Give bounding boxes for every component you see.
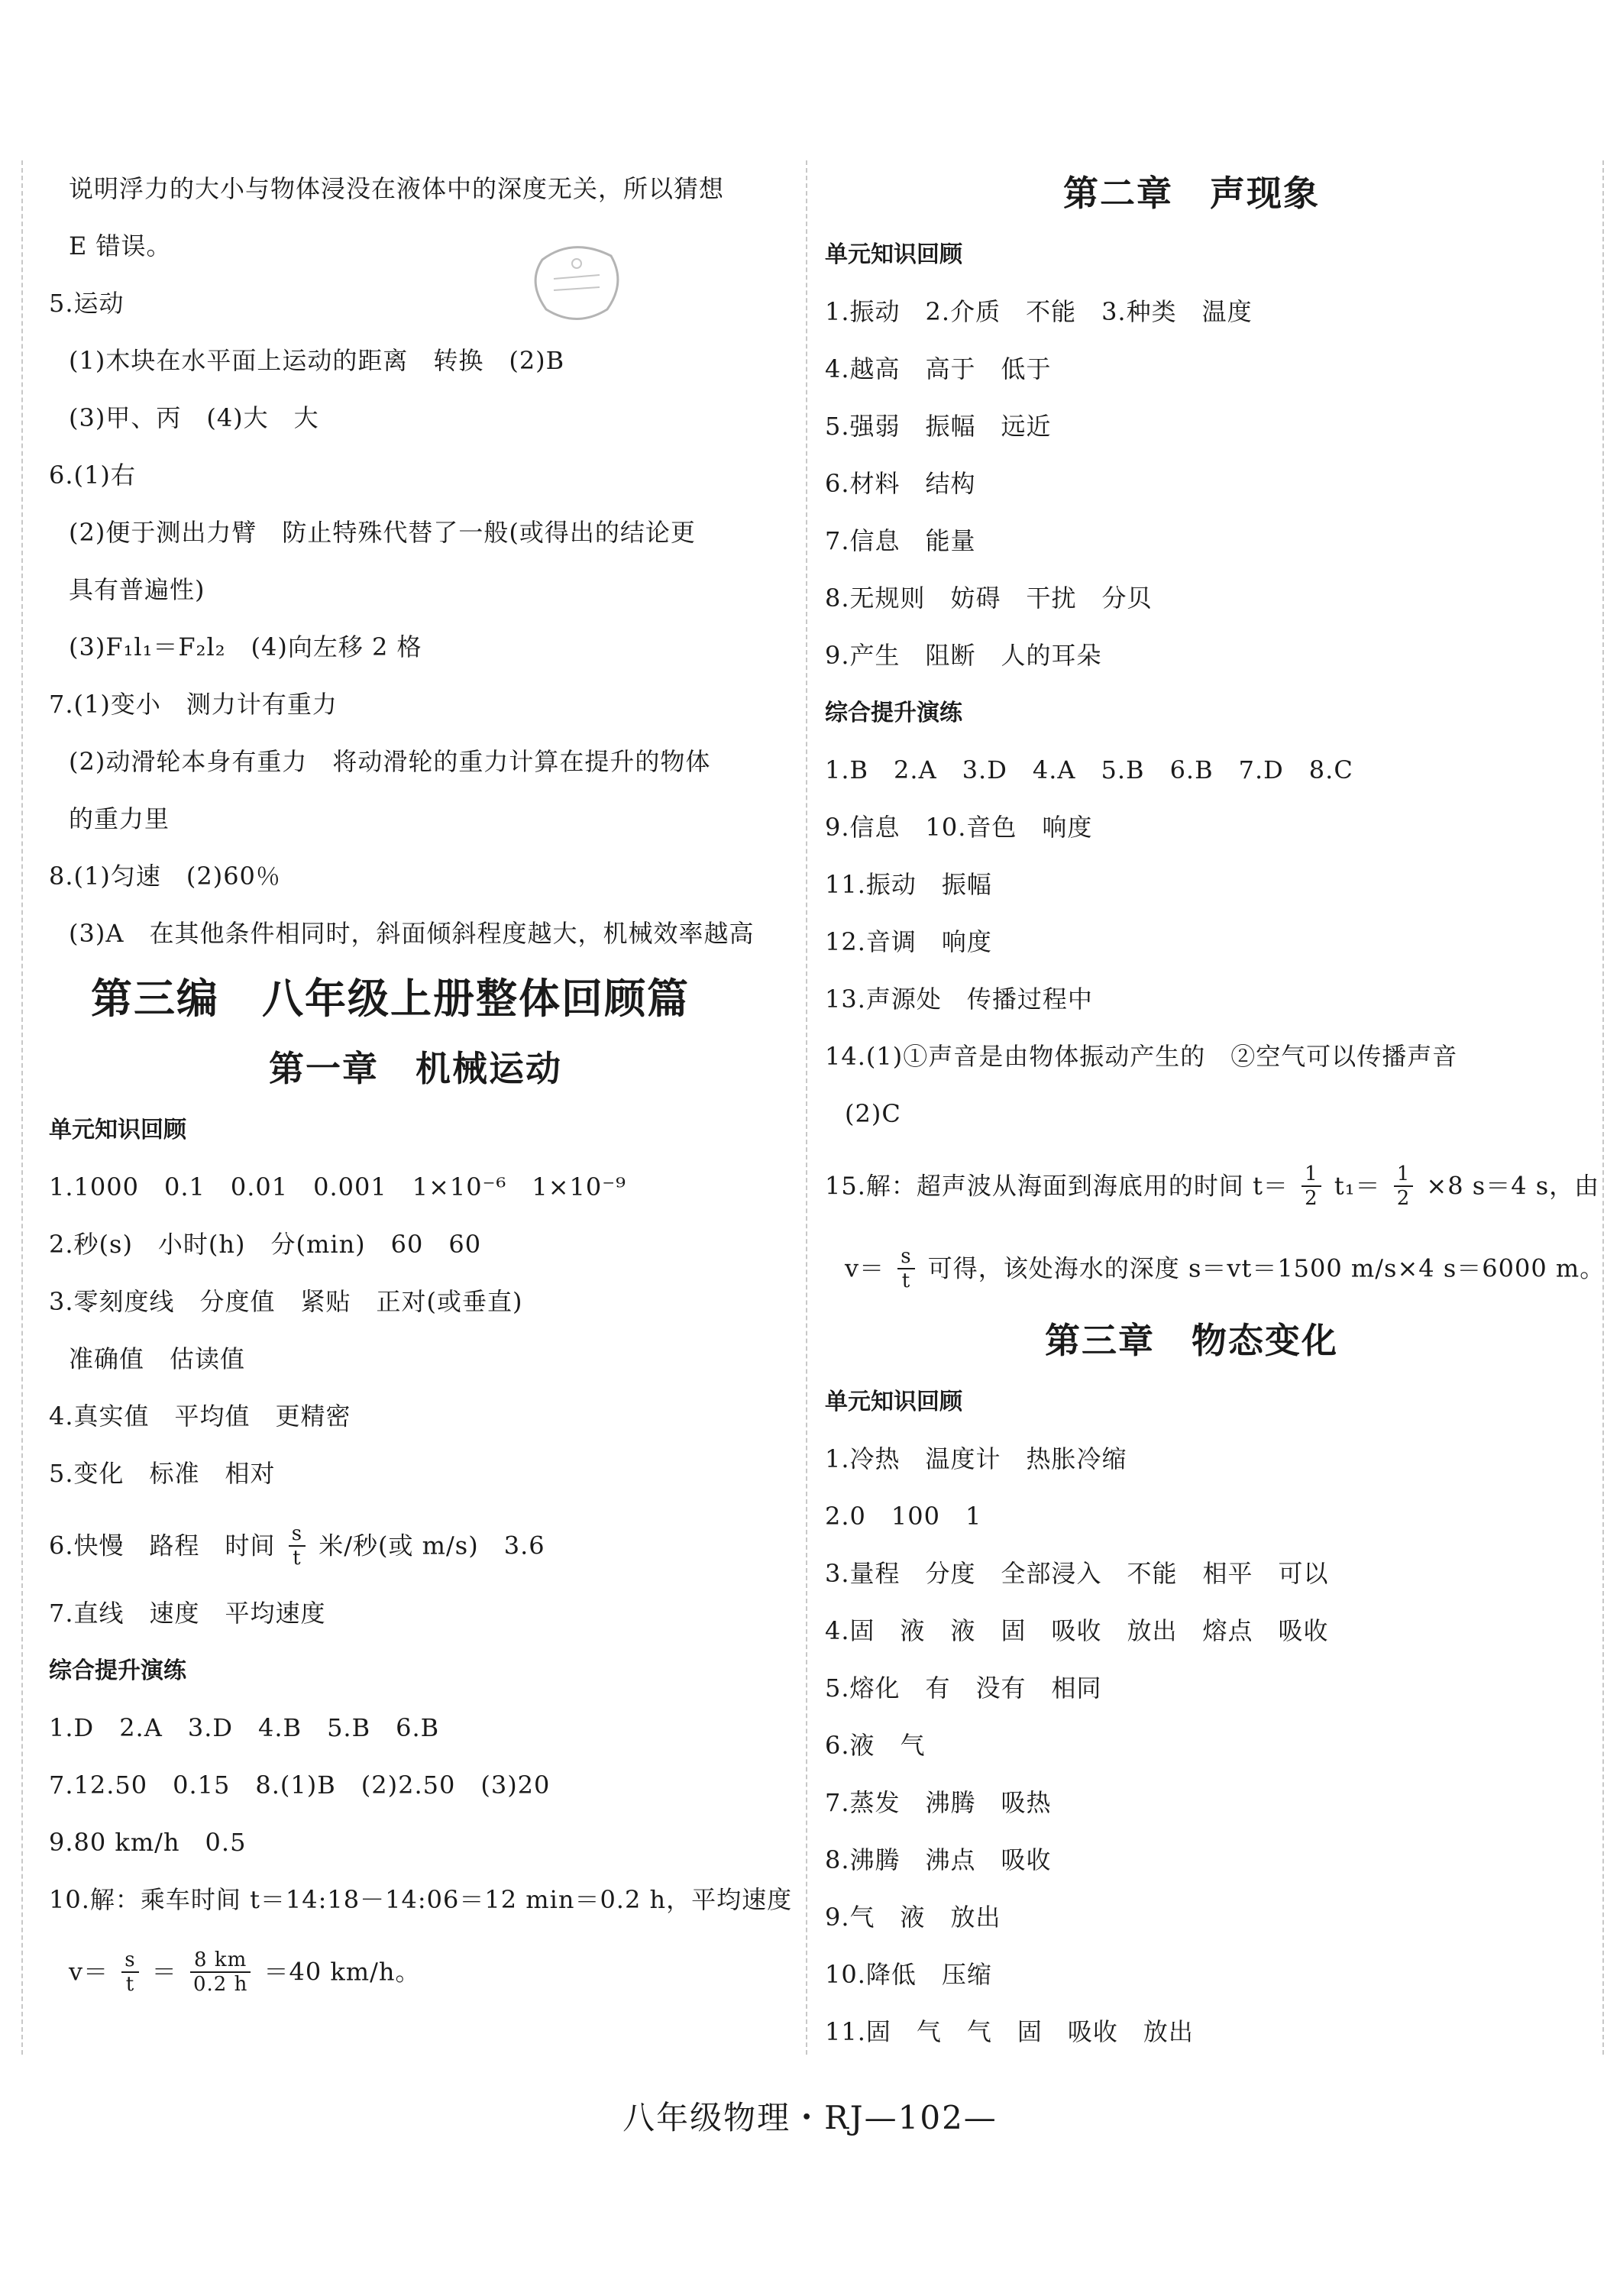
answer-line: 准确值 估读值 [69,1344,246,1373]
left-column [49,160,793,2011]
answer-line: (2)便于测出力臂 防止特殊代替了一般(或得出的结论更 [69,518,696,547]
answer-line: 4.真实值 平均值 更精密 [49,1402,351,1431]
chapter-title: 第二章 声现象 [1063,173,1320,214]
fraction-one-half: $\frac{1}{2}$ [1301,1163,1321,1210]
answer-line: 1.振动 2.介质 不能 3.种类 温度 [825,297,1253,326]
answer-line: 7.12.50 0.15 8.(1)B (2)2.50 (3)20 [49,1771,551,1800]
answer-line: 1.D 2.A 3.D 4.B 5.B 6.B [49,1713,440,1742]
fraction-s-over-t: $\frac{s}{t}$ [289,1522,306,1570]
answer-line: 10.降低 压缩 [825,1960,992,1989]
answer-line: 1.B 2.A 3.D 4.A 5.B 6.B 7.D 8.C [825,755,1353,784]
chapter-title: 第一章 机械运动 [269,1048,562,1089]
answer-line: 说明浮力的大小与物体浸没在液体中的深度无关，所以猜想 [69,174,725,203]
answer-line-fraction: v＝ $\frac{s}{t}$ ＝ $\frac{8 km}{0.2 h}$ ＝40 km/h。 [69,1948,421,1996]
answer-line: 13.声源处 传播过程中 [825,985,1093,1014]
answer-line: 8.沸腾 沸点 吸收 [825,1845,1052,1874]
answer-line: 12.音调 响度 [825,927,992,956]
section-heading: 综合提升演练 [49,1657,186,1684]
answer-line: 7.蒸发 沸腾 吸热 [825,1788,1052,1817]
fraction-distance-over-time: $\frac{8 km}{0.2 h}$ [190,1948,251,1996]
page-footer: 八年级物理・RJ—102— [622,2099,998,2136]
answer-line: 5.熔化 有 没有 相同 [825,1673,1102,1703]
answer-line: 7.信息 能量 [825,526,976,555]
answer-line: 5.运动 [49,289,124,318]
answer-line: (2)C [845,1099,901,1128]
fraction-one-half: $\frac{1}{2}$ [1394,1163,1414,1210]
left-margin-line [21,160,23,2055]
answer-line: 10.解：乘车时间 t＝14:18－14:06＝12 min＝0.2 h，平均速度 [49,1885,793,1914]
answer-line-fraction: 6.快慢 路程 时间 $\frac{s}{t}$ 米/秒(或 m/s) 3.6 [49,1522,545,1570]
right-column [825,160,1605,2061]
section-heading: 单元知识回顾 [825,1389,962,1415]
part-title: 第三编 八年级上册整体回顾篇 [91,975,690,1023]
answer-line: 1.冷热 温度计 热胀冷缩 [825,1444,1127,1473]
right-margin-line [1602,160,1604,2055]
answer-line: 6.材料 结构 [825,469,976,498]
answer-line: 6.(1)右 [49,461,136,490]
answer-line: 7.直线 速度 平均速度 [49,1599,326,1628]
answer-line: 9.信息 10.音色 响度 [825,813,1093,842]
answer-line: 2.秒(s) 小时(h) 分(min) 60 60 [49,1230,482,1259]
answer-line: 4.固 液 液 固 吸收 放出 熔点 吸收 [825,1616,1329,1645]
answer-line: 14.(1)①声音是由物体振动产生的 ②空气可以传播声音 [825,1042,1458,1071]
answer-line: 5.变化 标准 相对 [49,1459,276,1488]
answer-line: 3.零刻度线 分度值 紧贴 正对(或垂直) [49,1287,523,1316]
answer-line: 2.0 100 1 [825,1502,982,1531]
answer-line: 的重力里 [69,804,170,833]
answer-line: 9.气 液 放出 [825,1903,1001,1932]
answer-line: 8.无规则 妨碍 干扰 分贝 [825,584,1153,613]
answer-line-fraction: v＝ $\frac{s}{t}$ 可得，该处海水的深度 s＝vt＝1500 m/s×4 s＝6000 m。 [845,1244,1605,1292]
column-divider [806,160,807,2055]
answer-line: (2)动滑轮本身有重力 将动滑轮的重力计算在提升的物体 [69,747,711,776]
answer-line: 8.(1)匀速 (2)60％ [49,862,281,891]
fraction-s-over-t: $\frac{s}{t}$ [121,1948,138,1996]
section-heading: 单元知识回顾 [49,1117,186,1143]
answer-line: 3.量程 分度 全部浸入 不能 相平 可以 [825,1559,1329,1588]
section-heading: 综合提升演练 [825,700,962,726]
answer-line: (1)木块在水平面上运动的距离 转换 (2)B [69,346,565,375]
answer-line: 6.液 气 [825,1731,926,1760]
answer-line: 4.越高 高于 低于 [825,354,1052,383]
answer-line-fraction: 15.解：超声波从海面到海底用的时间 t＝ $\frac{1}{2}$ t₁＝ $\frac{1}{2}$ ×8 s＝4 s，由 [825,1162,1600,1210]
answer-line: (3)A 在其他条件相同时，斜面倾斜程度越大，机械效率越高 [69,919,755,948]
answer-line: (3)甲、丙 (4)大 大 [69,403,319,432]
answer-line: 9.80 km/h 0.5 [49,1828,247,1857]
section-heading: 单元知识回顾 [825,241,962,268]
answer-line: E 错误。 [69,231,172,260]
answer-line: (3)F₁l₁＝F₂l₂ (4)向左移 2 格 [69,632,422,661]
answer-line: 1.1000 0.1 0.01 0.001 1×10⁻⁶ 1×10⁻⁹ [49,1172,626,1201]
answer-line: 9.产生 阻断 人的耳朵 [825,641,1102,670]
fraction-s-over-t: $\frac{s}{t}$ [897,1245,914,1292]
answer-line: 11.固 气 气 固 吸收 放出 [825,2017,1194,2046]
chapter-title: 第三章 物态变化 [1045,1320,1338,1361]
answer-line: 11.振动 振幅 [825,870,992,899]
answer-line: 5.强弱 振幅 远近 [825,412,1052,441]
answer-line: 7.(1)变小 测力计有重力 [49,690,338,719]
answer-line: 具有普遍性) [69,575,205,604]
